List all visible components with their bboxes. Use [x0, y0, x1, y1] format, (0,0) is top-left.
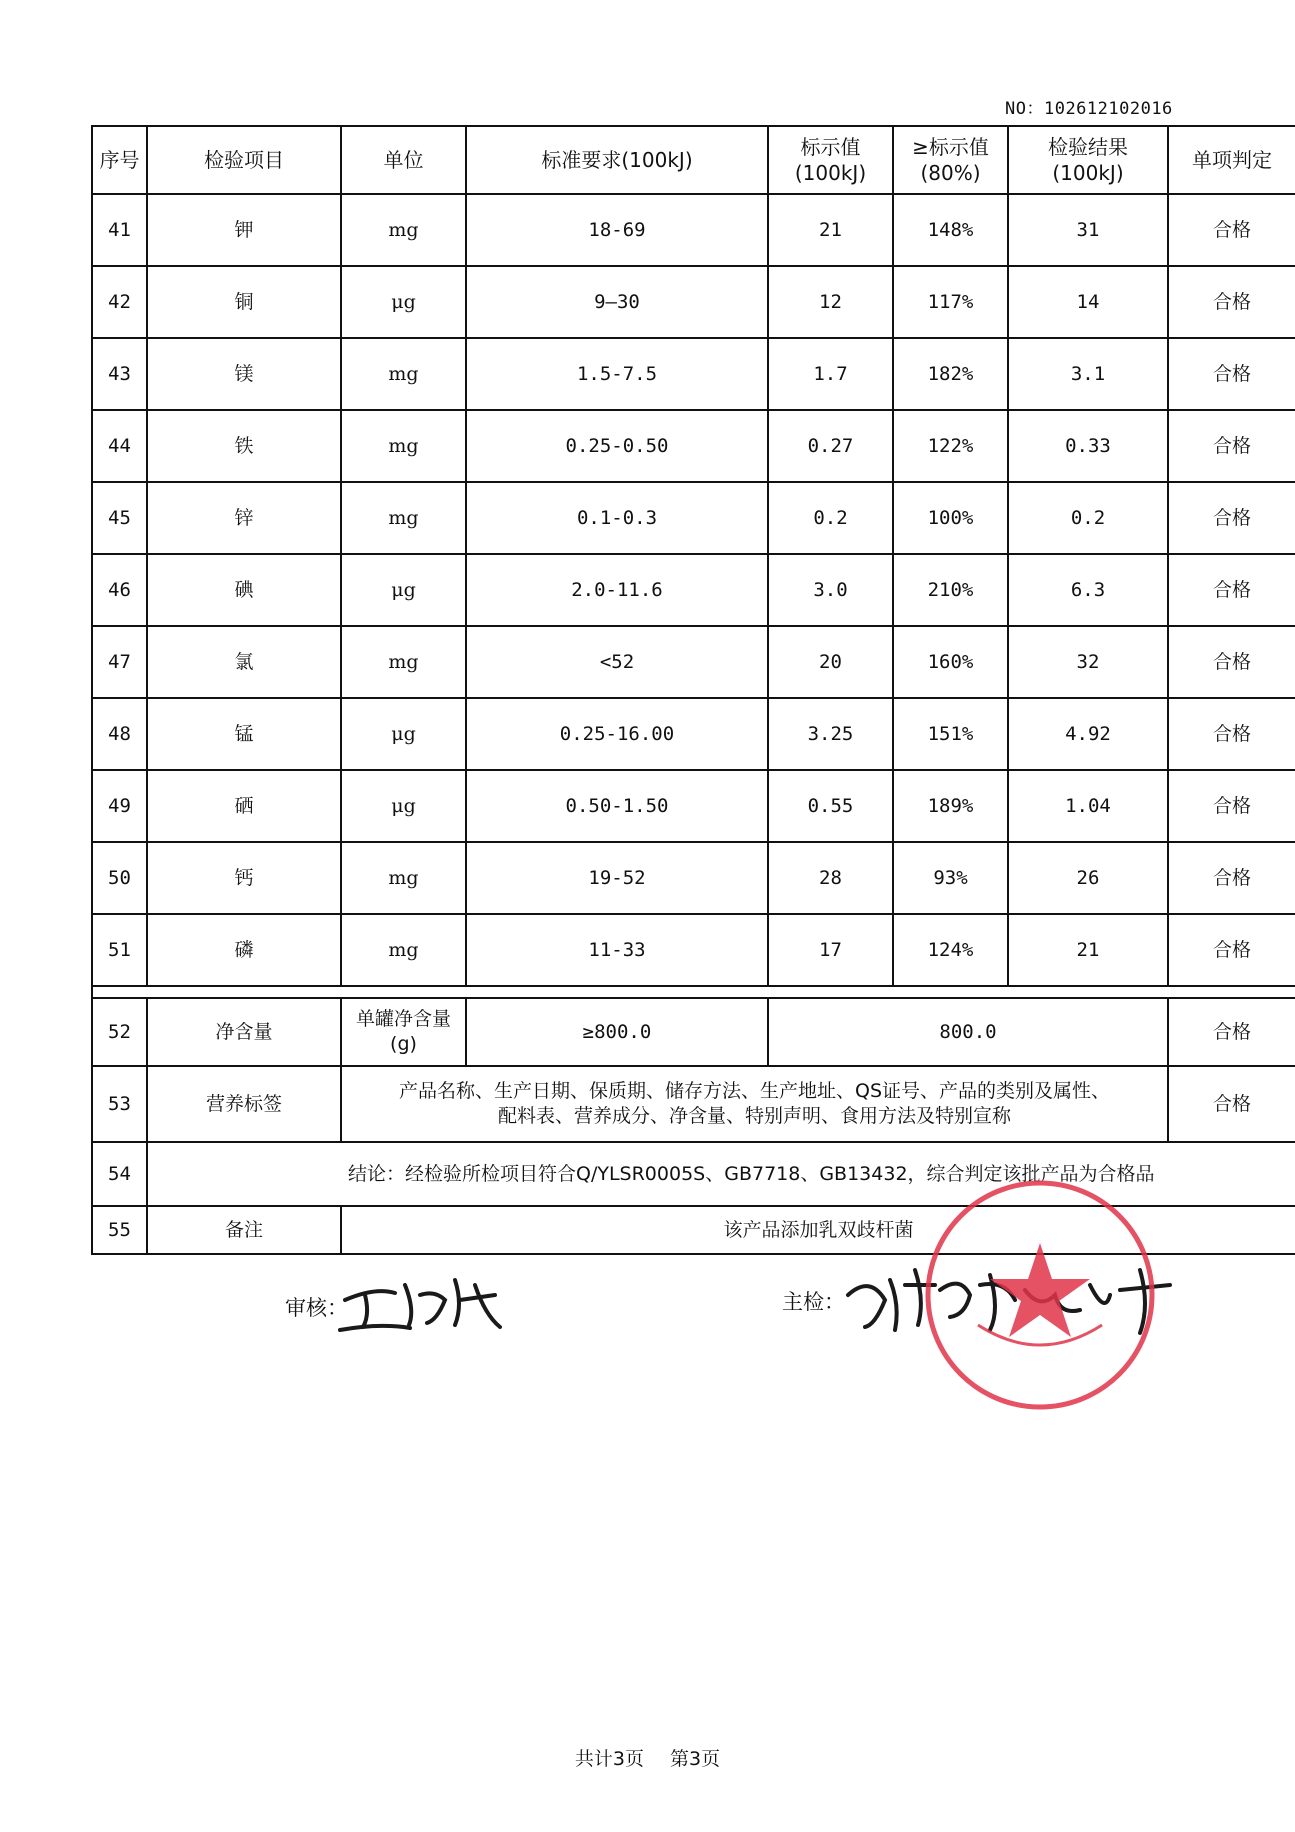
row-item: 氯	[147, 626, 341, 698]
row-pct: 117%	[893, 266, 1008, 338]
row-result: 3.1	[1008, 338, 1168, 410]
row-seq: 51	[92, 914, 147, 986]
row-unit: mg	[341, 626, 466, 698]
table-row	[92, 842, 1295, 914]
row-unit-line1: 单罐净含量	[355, 1008, 451, 1031]
header-unit: 单位	[341, 126, 466, 194]
row-seq: 52	[92, 998, 147, 1066]
table-row	[92, 482, 1295, 554]
row-judgement: 合格	[1168, 842, 1295, 914]
header-pct-line2: (80%)	[920, 161, 981, 185]
row-standard: 0.25-0.50	[466, 410, 768, 482]
row-judgement: 合格	[1168, 266, 1295, 338]
row-label-value: 20	[768, 626, 893, 698]
row-item: 锌	[147, 482, 341, 554]
row-unit: mg	[341, 914, 466, 986]
row-standard: ≥800.0	[466, 998, 768, 1066]
row-item: 铜	[147, 266, 341, 338]
conclusion-text: 结论：经检验所检项目符合Q/YLSR0005S、GB7718、GB13432，综合判定该批产品为合格品	[147, 1142, 1295, 1206]
row-label-value: 0.27	[768, 410, 893, 482]
row-standard: 0.25-16.00	[466, 698, 768, 770]
row-standard: 9—30	[466, 266, 768, 338]
table-row	[92, 338, 1295, 410]
row-item: 备注	[147, 1206, 341, 1254]
row-label-value: 28	[768, 842, 893, 914]
table-row	[92, 698, 1295, 770]
row-label-value: 1.7	[768, 338, 893, 410]
header-item: 检验项目	[147, 126, 341, 194]
row-seq: 43	[92, 338, 147, 410]
row-unit: μg	[341, 770, 466, 842]
table-row	[92, 266, 1295, 338]
row-pct: 100%	[893, 482, 1008, 554]
row-pct: 124%	[893, 914, 1008, 986]
header-label-value-line2: (100kJ)	[794, 161, 867, 185]
row-judgement: 合格	[1168, 770, 1295, 842]
row-unit: μg	[341, 698, 466, 770]
header-result-line2: (100kJ)	[1052, 161, 1124, 185]
row-item: 钙	[147, 842, 341, 914]
row-result: 31	[1008, 194, 1168, 266]
row-result: 4.92	[1008, 698, 1168, 770]
row-requirement-line1: 产品名称、生产日期、保质期、储存方法、生产地址、QS证号、产品的类别及属性、	[398, 1080, 1111, 1103]
row-unit-line2: (g)	[390, 1033, 417, 1055]
row-judgement: 合格	[1168, 194, 1295, 266]
table-row-nutrition-label	[92, 1066, 1295, 1142]
row-unit: mg	[341, 338, 466, 410]
row-seq: 55	[92, 1206, 147, 1254]
row-seq: 50	[92, 842, 147, 914]
reviewer-label: 审核：	[285, 1296, 348, 1320]
row-standard: 0.50-1.50	[466, 770, 768, 842]
row-judgement: 合格	[1168, 482, 1295, 554]
row-result: 0.33	[1008, 410, 1168, 482]
row-unit: mg	[341, 194, 466, 266]
row-pct: 148%	[893, 194, 1008, 266]
row-standard: <52	[466, 626, 768, 698]
row-label-value: 17	[768, 914, 893, 986]
row-requirement-line2: 配料表、营养成分、净含量、特别声明、食用方法及特别宣称	[497, 1105, 1011, 1127]
row-item: 碘	[147, 554, 341, 626]
row-unit: μg	[341, 266, 466, 338]
table-separator	[92, 986, 1295, 998]
row-pct: 151%	[893, 698, 1008, 770]
row-requirement-text	[341, 1066, 1168, 1142]
row-seq: 46	[92, 554, 147, 626]
row-unit: mg	[341, 842, 466, 914]
table-row	[92, 194, 1295, 266]
row-unit: mg	[341, 482, 466, 554]
row-result: 6.3	[1008, 554, 1168, 626]
row-seq: 54	[92, 1142, 147, 1206]
header-pct	[893, 126, 1008, 194]
table-row	[92, 914, 1295, 986]
row-item: 钾	[147, 194, 341, 266]
table-row	[92, 410, 1295, 482]
table-row	[92, 554, 1295, 626]
row-item: 营养标签	[147, 1066, 341, 1142]
table-row	[92, 626, 1295, 698]
row-unit: μg	[341, 554, 466, 626]
row-standard: 1.5-7.5	[466, 338, 768, 410]
row-label-value: 3.25	[768, 698, 893, 770]
inspector-label: 主检：	[782, 1290, 845, 1314]
row-judgement: 合格	[1168, 626, 1295, 698]
row-judgement: 合格	[1168, 998, 1295, 1066]
row-result: 0.2	[1008, 482, 1168, 554]
row-judgement: 合格	[1168, 914, 1295, 986]
header-label-value-line1: 标示值	[800, 135, 861, 159]
report-number: NO：102612102016	[1005, 99, 1173, 119]
row-item: 镁	[147, 338, 341, 410]
row-judgement: 合格	[1168, 554, 1295, 626]
row-item: 铁	[147, 410, 341, 482]
row-seq: 42	[92, 266, 147, 338]
header-pct-line1: ≥标示值	[912, 135, 989, 159]
header-standard: 标准要求(100kJ)	[466, 126, 768, 194]
row-seq: 49	[92, 770, 147, 842]
table-header-row	[92, 126, 1295, 194]
separator-cell	[92, 986, 1295, 998]
row-result: 21	[1008, 914, 1168, 986]
row-judgement: 合格	[1168, 1066, 1295, 1142]
table-row-net-content	[92, 998, 1295, 1066]
row-pct: 182%	[893, 338, 1008, 410]
row-seq: 41	[92, 194, 147, 266]
row-result: 1.04	[1008, 770, 1168, 842]
row-result: 14	[1008, 266, 1168, 338]
row-seq: 45	[92, 482, 147, 554]
row-standard: 2.0-11.6	[466, 554, 768, 626]
row-pct: 189%	[893, 770, 1008, 842]
row-pct: 160%	[893, 626, 1008, 698]
row-result: 32	[1008, 626, 1168, 698]
row-standard: 0.1-0.3	[466, 482, 768, 554]
row-result: 800.0	[768, 998, 1168, 1066]
inspection-stamp	[920, 1175, 1160, 1415]
row-label-value: 12	[768, 266, 893, 338]
row-judgement: 合格	[1168, 410, 1295, 482]
row-item: 锰	[147, 698, 341, 770]
row-item: 硒	[147, 770, 341, 842]
reviewer-signature	[335, 1265, 515, 1340]
row-judgement: 合格	[1168, 338, 1295, 410]
row-standard: 18-69	[466, 194, 768, 266]
row-item: 磷	[147, 914, 341, 986]
row-label-value: 3.0	[768, 554, 893, 626]
row-label-value: 0.2	[768, 482, 893, 554]
row-seq: 53	[92, 1066, 147, 1142]
row-result: 26	[1008, 842, 1168, 914]
row-item: 净含量	[147, 998, 341, 1066]
row-seq: 48	[92, 698, 147, 770]
inspection-table	[91, 125, 1295, 1255]
remarks-text: 该产品添加乳双歧杆菌	[341, 1206, 1295, 1254]
table-row	[92, 770, 1295, 842]
row-standard: 19-52	[466, 842, 768, 914]
row-standard: 11-33	[466, 914, 768, 986]
header-judgement: 单项判定	[1168, 126, 1295, 194]
row-unit: mg	[341, 410, 466, 482]
page-footer	[0, 1744, 1295, 1771]
footer-total-pages: 共计3页	[574, 1748, 644, 1770]
header-result	[1008, 126, 1168, 194]
row-seq: 44	[92, 410, 147, 482]
row-pct: 122%	[893, 410, 1008, 482]
row-pct: 93%	[893, 842, 1008, 914]
footer-page-number: 第3页	[670, 1748, 721, 1770]
row-judgement: 合格	[1168, 698, 1295, 770]
row-label-value: 0.55	[768, 770, 893, 842]
header-result-line1: 检验结果	[1048, 135, 1128, 159]
header-label-value	[768, 126, 893, 194]
row-seq: 47	[92, 626, 147, 698]
row-label-value: 21	[768, 194, 893, 266]
row-unit	[341, 998, 466, 1066]
header-seq: 序号	[92, 126, 147, 194]
row-pct: 210%	[893, 554, 1008, 626]
